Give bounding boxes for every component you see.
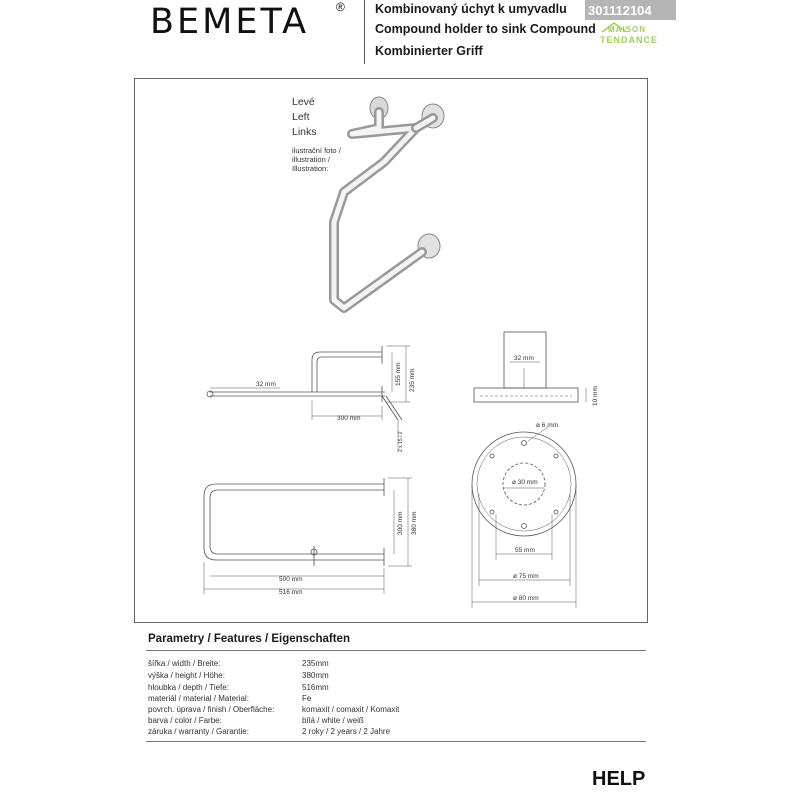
param-label-depth: hloubka / depth / Tiefe:: [148, 683, 229, 692]
parameters-divider: [146, 650, 646, 651]
flange-dim-width: 32 mm: [514, 355, 534, 362]
flange-dim-inner: ø 30 mm: [512, 479, 538, 486]
product-photo: [334, 97, 444, 308]
param-label-width: šířka / width / Breite:: [148, 659, 221, 668]
header-divider: [364, 0, 365, 64]
title-german: Kombinierter Griff: [375, 44, 483, 58]
flange-dim-outer: ø 80 mm: [513, 595, 539, 602]
flange-dim-spacing: 55 mm: [515, 547, 535, 554]
technical-drawing: [134, 78, 646, 621]
variant-label-german: Links: [292, 126, 317, 138]
side-dim-tube: 32 mm: [256, 381, 276, 388]
param-value-width: 235mm: [302, 659, 329, 668]
registered-mark: ®: [336, 0, 345, 14]
param-label-finish: povrch. úprava / finish / Oberfläche:: [148, 705, 275, 714]
illustration-note-german: Illustration:: [292, 164, 329, 173]
param-value-height: 380mm: [302, 671, 329, 680]
svg-text:TENDANCE: TENDANCE: [600, 35, 659, 45]
title-czech: Kombinovaný úchyt k umyvadlu: [375, 2, 567, 16]
param-label-height: výška / height / Höhe:: [148, 671, 225, 680]
top-view-drawing: [204, 478, 412, 594]
side-view-drawing: [207, 346, 410, 452]
param-value-finish: komaxit / comaxit / Komaxit: [302, 705, 400, 714]
param-label-color: barva / color / Farbe:: [148, 716, 222, 725]
parameters-bottom-divider: [146, 741, 646, 742]
illustration-note-czech: ilustrační foto /: [292, 146, 341, 155]
side-dim-h1: 155 mm: [395, 362, 402, 386]
param-value-depth: 516mm: [302, 683, 329, 692]
watermark-house-icon: [598, 20, 668, 46]
flange-dim-mid: ø 75 mm: [513, 573, 539, 580]
top-dim-h1: 300 mm: [397, 511, 404, 535]
top-dim-outer: 516 mm: [279, 589, 303, 596]
top-dim-inner: 500 mm: [279, 576, 303, 583]
param-label-warranty: záruka / warranty / Garantie:: [148, 727, 249, 736]
flange-front-drawing: [472, 427, 576, 608]
series-name: HELP: [592, 768, 646, 790]
watermark-logo: [598, 20, 668, 49]
product-code-badge: 301112104: [585, 0, 676, 20]
side-dim-angle: 2 x 15 / 2: [398, 431, 404, 452]
side-dim-depth: 300 mm: [337, 415, 361, 422]
param-value-warranty: 2 roky / 2 years / 2 Jahre: [302, 727, 391, 736]
flange-dim-hole: ø 6 mm: [536, 422, 559, 429]
parameters-title: Parametry / Features / Eigenschaften: [148, 633, 350, 645]
brand-logo: BEMETA: [150, 2, 310, 42]
variant-label-czech: Levé: [292, 96, 315, 108]
flange-dim-thickness: 10 mm: [592, 386, 599, 406]
svg-text:MAISON: MAISON: [608, 25, 646, 34]
param-label-material: materiál / material / Material:: [148, 694, 249, 703]
flange-side-drawing: [474, 332, 586, 402]
top-dim-h2: 380 mm: [411, 511, 418, 535]
variant-label-english: Left: [292, 111, 310, 123]
title-english: Compound holder to sink Compound: [375, 22, 596, 36]
side-dim-h2: 235 mm: [409, 368, 416, 392]
param-value-material: Fe: [302, 694, 312, 703]
param-value-color: bílá / white / weiß: [302, 716, 364, 725]
illustration-note-english: illustration /: [292, 155, 330, 164]
